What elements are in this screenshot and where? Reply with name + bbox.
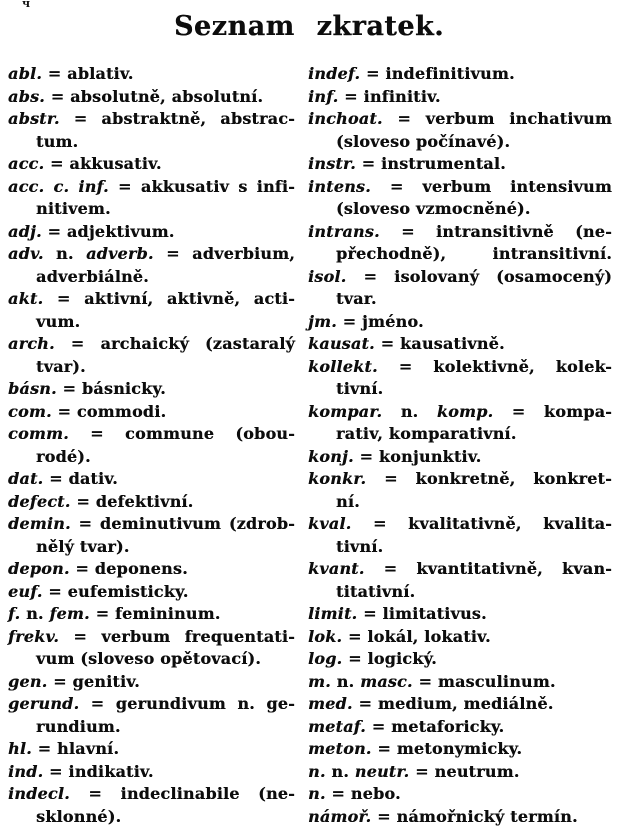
entry-line: [308, 288, 612, 311]
abbr-entry: [8, 63, 295, 86]
abbr-entry: [308, 446, 612, 469]
abbr-entry: [308, 783, 612, 806]
entry-line: [8, 333, 295, 356]
abbr-entry: [8, 333, 295, 378]
abbr-entry: [8, 558, 295, 581]
abbr-entry: [308, 176, 612, 221]
abbreviation-text: isol.: [308, 266, 347, 286]
entry-line: [8, 806, 295, 829]
abbreviation-text: abs.: [8, 86, 45, 106]
abbreviation-list: [8, 63, 614, 828]
abbreviation-text: kollekt.: [308, 356, 378, 376]
page-title: Seznam zkratek.: [173, 11, 445, 42]
abbr-entry: [308, 716, 612, 739]
definition-text: = nebo.: [325, 784, 401, 803]
abbreviation-text: gen.: [8, 671, 48, 691]
entry-line: [8, 581, 295, 604]
entry-line: [8, 356, 295, 379]
entry-line: [308, 423, 612, 446]
definition-text: nitivem.: [36, 199, 111, 218]
abbr-entry: [8, 423, 295, 468]
entry-line: [308, 401, 612, 424]
entry-line: [8, 266, 295, 289]
entry-line: [8, 401, 295, 424]
abbreviation-text: adv.: [8, 244, 44, 263]
abbreviation-text: inf.: [308, 86, 339, 106]
definition-text: n.: [382, 401, 437, 421]
definition-text: tvar).: [36, 356, 86, 376]
entry-line: [308, 153, 612, 176]
definition-text: (sloveso vzmocněné).: [336, 199, 531, 218]
entry-line: [308, 626, 612, 649]
definition-text: = kolektivně, kolek-: [377, 356, 612, 376]
definition-text: rativ, komparativní.: [336, 424, 517, 443]
abbreviation-text: euf.: [8, 581, 43, 601]
definition-text: = logický.: [342, 649, 437, 668]
abbr-entry: [308, 468, 612, 513]
definition-text: = neutrum.: [409, 761, 520, 781]
abbr-entry: [8, 378, 295, 401]
abbr-entry: [8, 783, 295, 828]
definition-text: = femininum.: [89, 604, 221, 623]
entry-line: [8, 108, 295, 131]
entry-line: [308, 468, 612, 491]
abbreviation-text: abl.: [8, 64, 43, 83]
abbr-entry: [308, 108, 612, 153]
abbreviation-text: kausat.: [308, 334, 375, 353]
definition-text: = verbum inchativum: [382, 109, 612, 128]
abbr-entry: [8, 671, 295, 694]
abbr-entry: [308, 266, 612, 311]
definition-text: = indeclinabile (ne-: [69, 784, 295, 803]
abbr-entry: [308, 806, 612, 829]
abbr-entry: [308, 311, 612, 334]
entry-line: [308, 783, 612, 806]
definition-text: = konkretně, konkret-: [366, 469, 612, 488]
definition-text: = jméno.: [336, 311, 424, 331]
entry-line: [8, 603, 295, 626]
entry-line: [308, 356, 612, 379]
abbr-entry: [8, 603, 295, 626]
abbreviation-text: akt.: [8, 289, 44, 308]
entry-line: [308, 536, 612, 559]
entry-line: [308, 716, 612, 739]
abbreviation-text: instr.: [308, 154, 356, 173]
abbr-entry: [308, 761, 612, 784]
abbr-entry: [8, 221, 295, 244]
abbr-entry: [308, 86, 612, 109]
definition-text: rodé).: [36, 446, 91, 466]
abbreviation-text: jm.: [308, 311, 337, 331]
definition-text: adverbiálně.: [36, 266, 149, 286]
entry-line: [308, 131, 612, 154]
definition-text: přechodně), intransitivní.: [336, 244, 612, 263]
definition-text: tvar.: [336, 289, 377, 308]
abbreviation-text: acc. c. inf.: [8, 176, 109, 196]
definition-text: = básnicky.: [56, 379, 166, 398]
definition-text: (sloveso počínavé).: [336, 131, 511, 151]
definition-text: = konjunktiv.: [353, 446, 482, 466]
abbr-entry: [8, 243, 295, 288]
definition-text: vum.: [36, 311, 81, 331]
definition-text: = deminutivum (zdrob-: [70, 514, 295, 533]
definition-text: n.: [20, 604, 50, 623]
abbreviation-text: n.: [308, 784, 326, 803]
abbr-entry: [308, 153, 612, 176]
abbreviation-text: n.: [308, 761, 326, 781]
entry-line: [308, 333, 612, 356]
entry-line: [308, 603, 612, 626]
entry-line: [308, 581, 612, 604]
abbr-entry: [8, 86, 295, 109]
entry-line: [8, 536, 295, 559]
definition-text: = eufemisticky.: [42, 581, 189, 601]
definition-text: = verbum frequentati-: [59, 626, 295, 646]
abbr-entry: [308, 626, 612, 649]
abbr-entry: [308, 693, 612, 716]
abbreviation-text: frekv.: [8, 626, 60, 646]
abbreviation-text: intens.: [308, 176, 371, 196]
entry-line: [308, 761, 612, 784]
definition-text: = commune (obou-: [68, 424, 295, 443]
abbreviation-text: gerund.: [8, 694, 80, 713]
entry-line: [8, 311, 295, 334]
definition-text: n.: [325, 761, 355, 781]
entry-line: [308, 738, 612, 761]
definition-text: titativní.: [336, 581, 416, 601]
column-left: [8, 63, 295, 828]
entry-line: [308, 311, 612, 334]
abbreviation-text: konkr.: [308, 469, 367, 488]
definition-text: vum (sloveso opětovací).: [36, 649, 262, 668]
abbreviation-text: meton.: [308, 739, 372, 758]
definition-text: sklonné).: [36, 806, 122, 826]
abbreviation-text: abstr.: [8, 109, 60, 128]
entry-line: [8, 558, 295, 581]
abbreviation-text: námoř.: [308, 806, 372, 826]
definition-text: = deponens.: [69, 559, 188, 578]
abbreviation-text: adverb.: [86, 244, 154, 263]
definition-text: = isolovaný (osamocený): [346, 266, 612, 286]
definition-text: = indefinitivum.: [360, 64, 515, 83]
abbreviation-text: básn.: [8, 379, 57, 398]
abbr-entry: [308, 63, 612, 86]
abbreviation-text: komp.: [436, 401, 494, 421]
entry-line: [308, 198, 612, 221]
abbreviation-text: hl.: [8, 739, 32, 758]
entry-line: [308, 221, 612, 244]
abbreviation-text: indecl.: [8, 784, 70, 803]
entry-line: [8, 423, 295, 446]
entry-line: [308, 378, 612, 401]
definition-text: = defektivní.: [70, 491, 194, 511]
entry-line: [308, 648, 612, 671]
abbr-entry: [8, 513, 295, 558]
abbreviation-text: masc.: [360, 671, 413, 691]
definition-text: = kausativně.: [374, 334, 505, 353]
abbreviation-text: kval.: [308, 514, 352, 533]
definition-text: nělý tvar).: [36, 536, 130, 556]
entry-line: [8, 513, 295, 536]
abbreviation-text: com.: [8, 401, 52, 421]
definition-text: tivní.: [336, 379, 384, 398]
abbreviation-text: log.: [308, 649, 343, 668]
definition-text: = kvantitativně, kvan-: [364, 559, 612, 578]
definition-text: = akkusativ.: [44, 154, 162, 173]
definition-text: = námořnický termín.: [371, 806, 578, 826]
entry-line: [308, 176, 612, 199]
abbr-entry: [308, 558, 612, 603]
abbreviation-text: defect.: [8, 491, 71, 511]
definition-text: = genitiv.: [47, 671, 140, 691]
abbreviation-text: fem.: [49, 604, 90, 623]
definition-text: = archaický (zastaralý: [54, 334, 295, 353]
definition-text: = dativ.: [43, 469, 118, 488]
entry-line: [8, 378, 295, 401]
entry-line: [8, 648, 295, 671]
definition-text: = medium, mediálně.: [352, 694, 554, 713]
entry-line: [8, 671, 295, 694]
entry-line: [8, 288, 295, 311]
definition-text: = absolutně, absolutní.: [44, 86, 264, 106]
abbreviation-text: med.: [308, 694, 353, 713]
abbreviation-text: indef.: [308, 64, 361, 83]
abbr-entry: [8, 581, 295, 604]
definition-text: = gerundivum n. ge-: [79, 694, 295, 713]
entry-line: [8, 176, 295, 199]
entry-line: [308, 108, 612, 131]
scan-artifact-mark: ч: [22, 0, 31, 10]
entry-line: [308, 671, 612, 694]
abbreviation-text: inchoat.: [308, 109, 383, 128]
definition-text: = metaforicky.: [365, 716, 505, 736]
entry-line: [8, 761, 295, 784]
definition-text: n.: [43, 244, 87, 263]
abbr-entry: [8, 176, 295, 221]
entry-line: [8, 491, 295, 514]
abbr-entry: [308, 738, 612, 761]
abbreviation-text: ind.: [8, 761, 44, 781]
entry-line: [308, 86, 612, 109]
definition-text: rundium.: [36, 716, 121, 736]
entry-line: [8, 221, 295, 244]
column-right: [308, 63, 612, 828]
abbreviation-text: adj.: [8, 221, 42, 241]
abbr-entry: [308, 401, 612, 446]
abbr-entry: [308, 603, 612, 626]
abbreviation-text: limit.: [308, 604, 358, 623]
definition-text: n.: [330, 671, 361, 691]
abbreviation-text: lok.: [308, 626, 343, 646]
abbr-entry: [8, 693, 295, 738]
abbreviation-text: intrans.: [308, 221, 380, 241]
entry-line: [308, 806, 612, 829]
entry-line: [308, 446, 612, 469]
abbr-entry: [308, 648, 612, 671]
definition-text: = indikativ.: [43, 761, 154, 781]
abbreviation-text: f.: [8, 604, 21, 623]
definition-text: = kvalitativně, kvalita-: [351, 514, 612, 533]
entry-line: [8, 63, 295, 86]
abbr-entry: [8, 468, 295, 491]
entry-line: [8, 243, 295, 266]
abbreviation-text: comm.: [8, 424, 69, 443]
entry-line: [8, 738, 295, 761]
abbr-entry: [308, 356, 612, 401]
definition-text: = adverbium,: [153, 244, 295, 263]
abbreviation-text: demin.: [8, 514, 71, 533]
entry-line: [8, 468, 295, 491]
abbr-entry: [8, 108, 295, 153]
entry-line: [308, 243, 612, 266]
entry-line: [8, 716, 295, 739]
abbreviation-text: kompar.: [308, 401, 383, 421]
abbreviation-text: acc.: [8, 154, 45, 173]
entry-line: [308, 513, 612, 536]
definition-text: = masculinum.: [412, 671, 556, 691]
entry-line: [8, 131, 295, 154]
entry-line: [8, 693, 295, 716]
entry-line: [8, 446, 295, 469]
definition-text: = commodi.: [51, 401, 167, 421]
entry-line: [8, 153, 295, 176]
entry-line: [308, 558, 612, 581]
entry-line: [308, 266, 612, 289]
abbr-entry: [8, 491, 295, 514]
abbreviation-text: depon.: [8, 559, 70, 578]
definition-text: = instrumental.: [355, 154, 506, 173]
abbreviation-text: arch.: [8, 334, 55, 353]
abbr-entry: [8, 401, 295, 424]
entry-line: [308, 63, 612, 86]
entry-line: [8, 86, 295, 109]
definition-text: = lokál, lokativ.: [342, 626, 491, 646]
abbreviation-text: konj.: [308, 446, 354, 466]
abbr-entry: [8, 153, 295, 176]
definition-text: = ablativ.: [42, 64, 134, 83]
definition-text: ní.: [336, 491, 360, 511]
definition-text: = abstraktně, abstrac-: [59, 109, 295, 128]
definition-text: = aktivní, aktivně, acti-: [43, 289, 295, 308]
definition-text: = verbum intensivum: [370, 176, 612, 196]
definition-text: = limitativus.: [357, 604, 487, 623]
definition-text: tum.: [36, 131, 79, 151]
definition-text: = kompa-: [493, 401, 612, 421]
definition-text: = akkusativ s infi-: [108, 176, 295, 196]
definition-text: = metonymicky.: [371, 739, 523, 758]
abbr-entry: [8, 626, 295, 671]
definition-text: = intransitivně (ne-: [379, 221, 612, 241]
entry-line: [8, 626, 295, 649]
abbreviation-text: metaf.: [308, 716, 366, 736]
definition-text: = hlavní.: [31, 739, 120, 758]
abbr-entry: [8, 288, 295, 333]
abbr-entry: [308, 333, 612, 356]
entry-line: [8, 198, 295, 221]
abbreviation-text: dat.: [8, 469, 44, 488]
definition-text: tivní.: [336, 536, 384, 556]
entry-line: [8, 783, 295, 806]
abbr-entry: [8, 761, 295, 784]
abbreviation-text: kvant.: [308, 559, 365, 578]
definition-text: = adjektivum.: [41, 221, 175, 241]
entry-line: [308, 693, 612, 716]
abbr-entry: [308, 671, 612, 694]
abbreviation-text: m.: [308, 671, 331, 691]
abbr-entry: [308, 513, 612, 558]
abbr-entry: [308, 221, 612, 266]
definition-text: = infinitiv.: [338, 86, 441, 106]
abbr-entry: [8, 738, 295, 761]
abbreviation-text: neutr.: [354, 761, 410, 781]
entry-line: [308, 491, 612, 514]
